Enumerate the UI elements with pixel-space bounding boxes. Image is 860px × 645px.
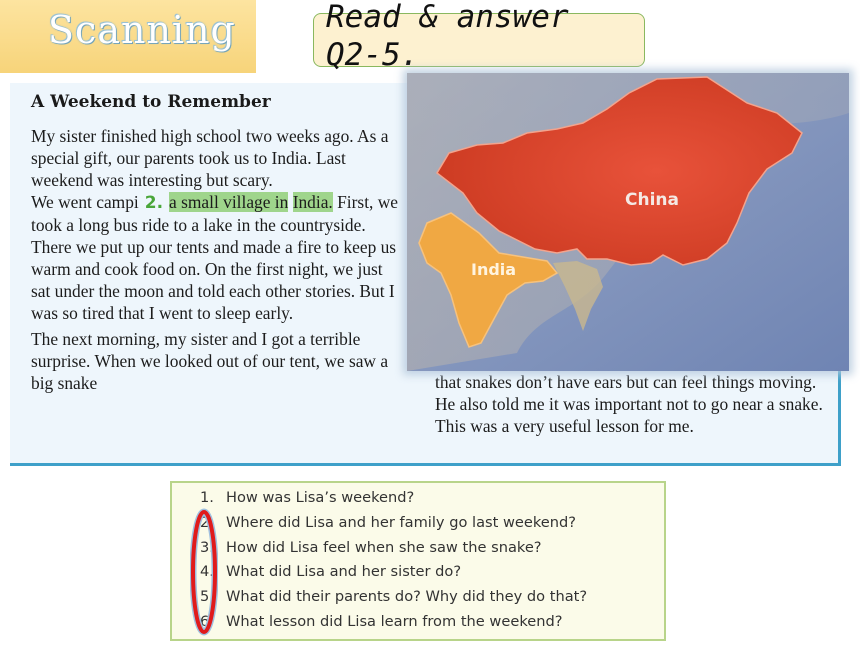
paragraph-2	[31, 191, 403, 324]
question-item	[200, 563, 587, 588]
question-number: 2.	[200, 513, 214, 531]
question-number: 5.	[200, 588, 214, 606]
question-text: What did their parents do? Why did they do that?	[226, 588, 588, 606]
question-text: Where did Lisa and her family go last weekend?	[226, 513, 577, 531]
question-number: 3.	[200, 538, 214, 556]
china-india-map	[407, 73, 849, 371]
question-item	[200, 588, 587, 613]
question-text: How did Lisa feel when she saw the snake?	[226, 538, 542, 556]
article-title: A Weekend to Remember	[31, 92, 271, 112]
paragraph-3: The next morning, my sister and I got a terrible surprise. When we looked out of our tent, we saw a big snake	[31, 329, 389, 393]
article-right-column	[435, 371, 835, 437]
question-item	[200, 514, 587, 539]
red-circle-annotation	[190, 508, 218, 636]
question-text: What lesson did Lisa learn from the weekend?	[226, 612, 563, 630]
questions-list	[200, 489, 587, 638]
paragraph-2-rest: First, we took a long bus ride to a lake in the countryside. There we put up our tents and made a fire to keep us warm and cook food on. On the first night, we just sat under the moon and told each other stories. But I was so tired that I went to sleep early.	[31, 192, 398, 323]
question-text: What did Lisa and her sister do?	[226, 563, 462, 581]
map-image	[407, 73, 849, 371]
question-item	[200, 539, 587, 564]
question-number: 4.	[200, 563, 214, 581]
paragraph-2-lead: We went campi	[31, 192, 139, 212]
highlight-answer-2: India.	[292, 192, 333, 212]
question-marker: 2.	[144, 193, 164, 213]
instruction-text: Read & answer Q2-5.	[326, 0, 569, 73]
question-item	[200, 489, 587, 514]
paragraph-right: that snakes don’t have ears but can feel things moving. He also told me it was important not to go near a snake. This was a very useful lesson for me.	[435, 372, 823, 436]
article-left-column	[31, 125, 403, 394]
india-label: India	[471, 260, 517, 279]
question-number: 1.	[200, 489, 214, 506]
question-text: How was Lisa’s weekend?	[226, 489, 415, 506]
china-label: China	[625, 190, 679, 210]
question-item	[200, 613, 587, 638]
highlight-answer-1: a small village in	[169, 192, 289, 212]
paragraph-1: My sister finished high school two weeks ago. As a special gift, our parents took us to India. Last weekend was interesting but scary.	[31, 126, 389, 190]
section-title: Scanning	[48, 8, 236, 52]
question-number: 6.	[200, 612, 214, 630]
